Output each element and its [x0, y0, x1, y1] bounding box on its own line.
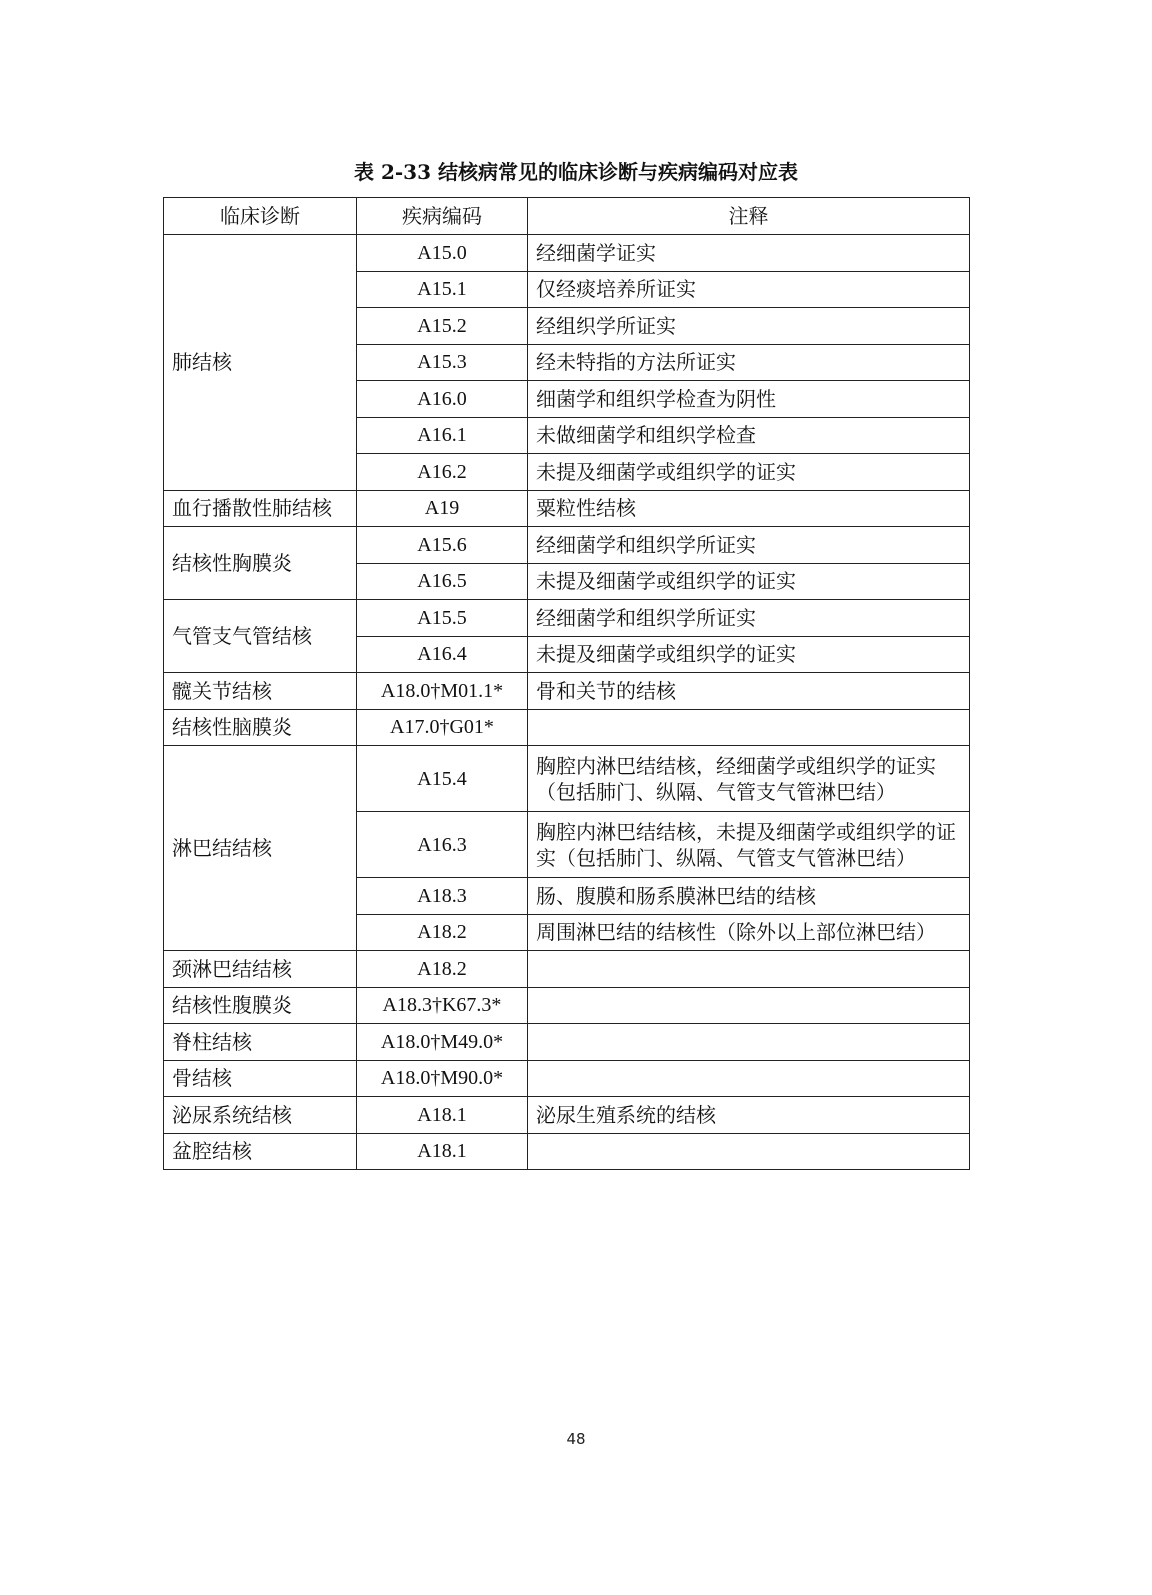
- table-row: [164, 1024, 970, 1061]
- page-number: 48: [566, 1430, 586, 1448]
- code-cell: A15.0: [357, 235, 528, 272]
- table-row: [164, 673, 970, 710]
- note-cell: 泌尿生殖系统的结核: [528, 1097, 970, 1134]
- header-diagnosis: 临床诊断: [164, 198, 357, 235]
- diagnosis-cell: 气管支气管结核: [164, 600, 357, 673]
- code-cell: A18.2: [357, 914, 528, 951]
- note-cell: 仅经痰培养所证实: [528, 271, 970, 308]
- note-cell: 经细菌学证实: [528, 235, 970, 272]
- note-cell: 周围淋巴结的结核性（除外以上部位淋巴结）: [528, 914, 970, 951]
- diagnosis-cell: 脊柱结核: [164, 1024, 357, 1061]
- code-cell: A15.1: [357, 271, 528, 308]
- note-cell: 骨和关节的结核: [528, 673, 970, 710]
- table-row: [164, 1133, 970, 1170]
- note-cell: 未提及细菌学或组织学的证实: [528, 636, 970, 673]
- note-cell: 经细菌学和组织学所证实: [528, 600, 970, 637]
- code-cell: A18.1: [357, 1133, 528, 1170]
- table-caption: 表 2-33 结核病常见的临床诊断与疾病编码对应表: [354, 160, 798, 184]
- note-cell: [528, 709, 970, 746]
- note-cell: 经细菌学和组织学所证实: [528, 527, 970, 564]
- code-cell: A15.5: [357, 600, 528, 637]
- table-row: [164, 987, 970, 1024]
- code-cell: A15.3: [357, 344, 528, 381]
- note-cell: [528, 1024, 970, 1061]
- diagnosis-cell: 泌尿系统结核: [164, 1097, 357, 1134]
- table-row: [164, 951, 970, 988]
- code-cell: A19: [357, 490, 528, 527]
- table-row: [164, 490, 970, 527]
- note-cell: 胸腔内淋巴结结核，未提及细菌学或组织学的证实（包括肺门、纵隔、气管支气管淋巴结）: [528, 812, 970, 878]
- note-cell: [528, 1133, 970, 1170]
- note-cell: 肠、腹膜和肠系膜淋巴结的结核: [528, 878, 970, 915]
- table-row: [164, 600, 970, 637]
- code-cell: A15.2: [357, 308, 528, 345]
- header-code: 疾病编码: [357, 198, 528, 235]
- table-row: [164, 527, 970, 564]
- diagnosis-cell: 盆腔结核: [164, 1133, 357, 1170]
- note-cell: 细菌学和组织学检查为阴性: [528, 381, 970, 418]
- code-cell: A18.2: [357, 951, 528, 988]
- diagnosis-cell: 血行播散性肺结核: [164, 490, 357, 527]
- code-cell: A18.3†K67.3*: [357, 987, 528, 1024]
- diagnosis-cell: 淋巴结结核: [164, 746, 357, 951]
- table-row: [164, 746, 970, 812]
- note-cell: 粟粒性结核: [528, 490, 970, 527]
- table-row: [164, 1060, 970, 1097]
- code-cell: A18.0†M01.1*: [357, 673, 528, 710]
- diagnosis-cell: 结核性胸膜炎: [164, 527, 357, 600]
- note-cell: 经未特指的方法所证实: [528, 344, 970, 381]
- code-cell: A18.0†M90.0*: [357, 1060, 528, 1097]
- table-row: [164, 1097, 970, 1134]
- diagnosis-cell: 结核性腹膜炎: [164, 987, 357, 1024]
- note-cell: 经组织学所证实: [528, 308, 970, 345]
- code-cell: A16.2: [357, 454, 528, 491]
- code-cell: A15.6: [357, 527, 528, 564]
- note-cell: [528, 1060, 970, 1097]
- table-header-row: [164, 198, 970, 235]
- header-note: 注释: [528, 198, 970, 235]
- note-cell: 未做细菌学和组织学检查: [528, 417, 970, 454]
- code-cell: A18.1: [357, 1097, 528, 1134]
- note-cell: [528, 987, 970, 1024]
- diagnosis-cell: 肺结核: [164, 235, 357, 491]
- diagnosis-cell: 髋关节结核: [164, 673, 357, 710]
- code-cell: A16.1: [357, 417, 528, 454]
- diagnosis-cell: 结核性脑膜炎: [164, 709, 357, 746]
- code-cell: A16.4: [357, 636, 528, 673]
- code-cell: A16.0: [357, 381, 528, 418]
- code-cell: A18.3: [357, 878, 528, 915]
- code-cell: A16.5: [357, 563, 528, 600]
- code-cell: A17.0†G01*: [357, 709, 528, 746]
- table-row: [164, 235, 970, 272]
- code-cell: A18.0†M49.0*: [357, 1024, 528, 1061]
- diagnosis-code-table: [163, 197, 970, 1170]
- note-cell: [528, 951, 970, 988]
- diagnosis-cell: 骨结核: [164, 1060, 357, 1097]
- code-cell: A16.3: [357, 812, 528, 878]
- note-cell: 未提及细菌学或组织学的证实: [528, 454, 970, 491]
- table-row: [164, 709, 970, 746]
- note-cell: 胸腔内淋巴结结核，经细菌学或组织学的证实（包括肺门、纵隔、气管支气管淋巴结）: [528, 746, 970, 812]
- code-cell: A15.4: [357, 746, 528, 812]
- note-cell: 未提及细菌学或组织学的证实: [528, 563, 970, 600]
- diagnosis-cell: 颈淋巴结结核: [164, 951, 357, 988]
